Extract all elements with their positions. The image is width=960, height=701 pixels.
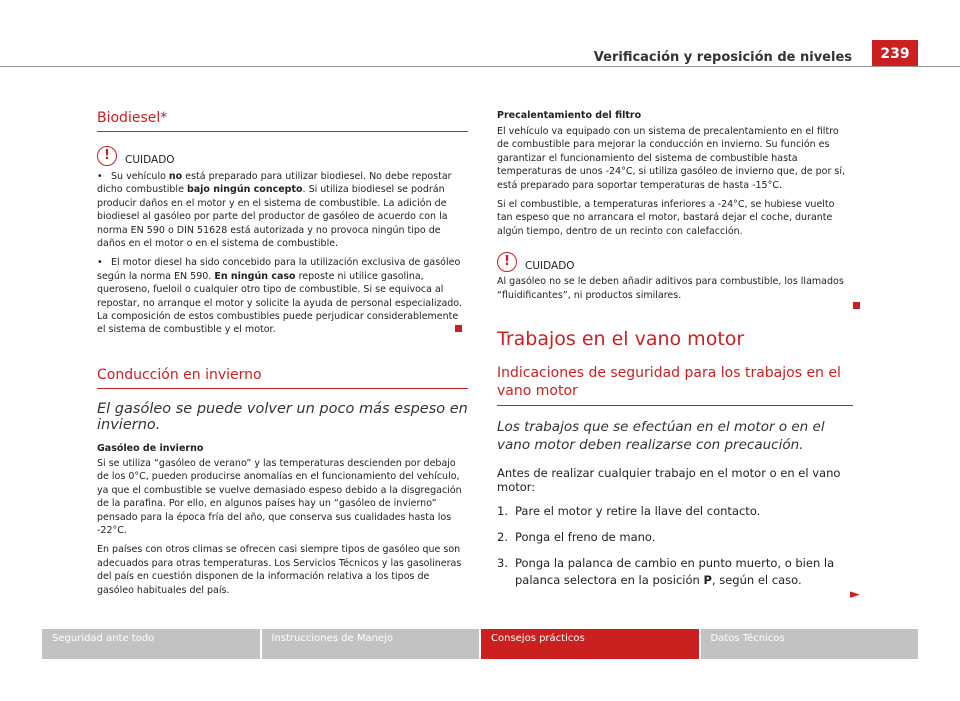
text-run-bold: En ningún caso — [214, 270, 296, 282]
step-number: 3. — [497, 556, 508, 571]
left-column — [97, 110, 468, 597]
winter-subheading: Gasóleo de invierno — [97, 442, 204, 454]
step-number: 2. — [497, 530, 508, 545]
engine-work-heading: Trabajos en el vano motor — [497, 328, 745, 351]
right-column — [497, 110, 853, 589]
warning-icon: ! — [497, 252, 517, 272]
text-run: Su vehículo — [111, 171, 169, 182]
bullet-icon: • — [97, 171, 103, 182]
section-rule — [97, 388, 468, 389]
caution-paragraph-1 — [97, 170, 468, 250]
caution-paragraph: Al gasóleo no se le deben añadir aditivos para combustible, los llamados “fluidificantes”, ni productos similares. — [497, 276, 844, 301]
step-number: 1. — [497, 504, 508, 519]
step-text — [515, 555, 853, 589]
tab-consejos[interactable]: Consejos prácticos — [481, 629, 699, 659]
caution-header — [497, 252, 853, 272]
page-number: 239 — [872, 40, 918, 66]
text-run: Ponga la palanca de cambio en punto muerto, o bien la palanca selectora en la posición — [515, 556, 835, 588]
section-end-marker — [853, 302, 860, 309]
tab-seguridad[interactable]: Seguridad ante todo — [42, 629, 260, 659]
tab-instrucciones[interactable]: Instrucciones de Manejo — [262, 629, 480, 659]
step-text: Pare el motor y retire la llave del contacto. — [515, 504, 761, 519]
caution-paragraph-2 — [97, 256, 468, 336]
winter-intro: El gasóleo se puede volver un poco más espeso en invierno. — [97, 400, 468, 433]
winter-heading: Conducción en invierno — [97, 366, 262, 383]
warning-icon: ! — [97, 146, 117, 166]
text-run: , según el caso. — [711, 573, 802, 588]
running-header-title: Verificación y reposición de niveles — [593, 50, 852, 65]
step-item — [497, 529, 853, 546]
continue-arrow-icon: ► — [850, 587, 860, 602]
text-run: está preparado para utilizar biodiesel. No debe repostar dicho combustible — [97, 171, 452, 196]
text-run: El motor diesel ha sido concebido para la utilización exclusiva de gasóleo según la norma EN 590. — [97, 257, 461, 282]
text-run-bold: no — [168, 171, 183, 182]
caution-header — [97, 146, 468, 166]
biodiesel-heading: Biodiesel* — [97, 110, 168, 126]
text-run-bold: bajo ningún concepto — [186, 184, 303, 196]
step-text: Ponga el freno de mano. — [515, 530, 656, 545]
section-rule — [97, 131, 468, 132]
section-rule — [497, 405, 853, 406]
step-item — [497, 503, 853, 520]
winter-paragraph-2: En países con otros climas se ofrecen casi siempre tipos de gasóleo que son adecuados para otras temperaturas. Los Servicios Técnicos y las gasolineras del país en cuestión disponen de la información relativa a los tipos de gasóleo habituales del país. — [97, 544, 462, 596]
preheat-paragraph-1: El vehículo va equipado con un sistema de precalentamiento en el filtro de combustible para mejorar la conducción en invierno. Su función es garantizar el funcionamiento del sistema de combustible hasta temperaturas de unos -24°C, si utiliza gasóleo de invierno que, de por sí, está preparado para soportar temperaturas de hasta -15°C. — [497, 126, 846, 191]
text-run: . Si utiliza biodiesel se podrán producir daños en el motor y en el sistema de combustible. La adición de biodiesel al gasóleo por parte del productor de gasóleo de acuerdo con la norma EN 590 o DIN 51628 está autorizada y no provoca ningún tipo de daños en el motor o en el sistema de combustible. — [97, 184, 448, 250]
bullet-icon: • — [97, 257, 103, 269]
tab-datos[interactable]: Datos Técnicos — [701, 629, 919, 659]
safety-intro: Los trabajos que se efectúan en el motor o en el vano motor deben realizarse con precaución. — [497, 419, 825, 454]
preheat-paragraph-2: Si el combustible, a temperaturas inferiores a -24°C, se hubiese vuelto tan espeso que no arrancara el motor, bastará dejar el coche, durante algún tiempo, dentro de un recinto con calefacción. — [497, 199, 835, 237]
header-rule — [0, 66, 960, 67]
footer-tabs — [42, 629, 918, 659]
caution-title: CUIDADO — [525, 260, 575, 273]
step-item — [497, 555, 853, 589]
preheat-subheading: Precalentamiento del filtro — [497, 110, 642, 121]
section-end-marker — [455, 325, 462, 332]
safety-heading: Indicaciones de seguridad para los trabajos en el vano motor — [497, 365, 841, 400]
caution-title: CUIDADO — [125, 154, 175, 166]
winter-paragraph-1: Si se utiliza “gasóleo de verano” y las temperaturas descienden por debajo de los 0°C, pueden producirse anomalías en el funcionamiento del vehículo, ya que el combustible se vuelve demasiado espeso debido a la disgregación de la parafina. Por ello, en algunos países hay un “gasóleo de invierno” pensado para la época fría del año, que conserva sus cualidades hasta los -22°C. — [97, 457, 462, 536]
text-run: reposte ni utilice gasolina, queroseno, fueloil o cualquier otro tipo de combustible. Si se equivoca al repostar, no arranque el motor y solicite la ayuda de personal especializado. La composición de estos combustibles puede perjudicar considerablemente el sistema de combustible y el motor. — [97, 270, 462, 336]
text-run-bold: P — [703, 573, 712, 588]
steps-lead: Antes de realizar cualquier trabajo en el motor o en el vano motor: — [497, 466, 841, 495]
